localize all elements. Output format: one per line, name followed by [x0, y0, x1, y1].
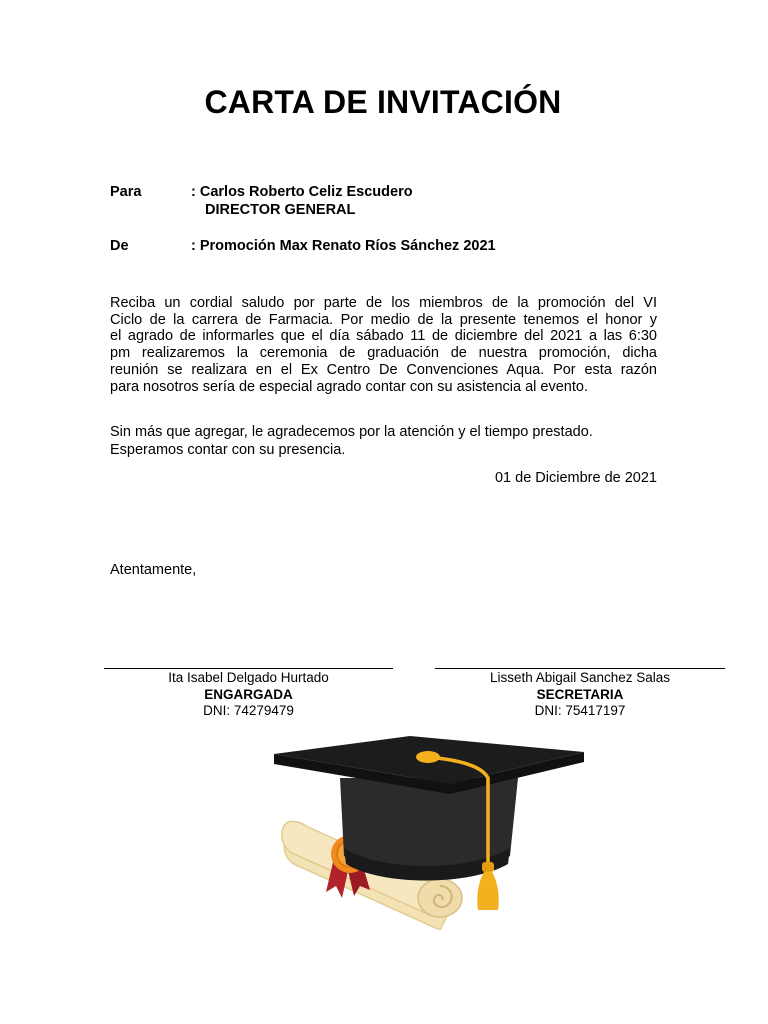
- signature-line-left: [104, 668, 393, 669]
- to-name: : Carlos Roberto Celiz Escudero: [191, 184, 413, 200]
- signer-role: SECRETARIA: [536, 686, 624, 702]
- letter-date: 01 de Diciembre de 2021: [494, 470, 657, 486]
- signer-dni: DNI: 75417197: [534, 703, 626, 718]
- body-line: Reciba un cordial saludo por parte de los miembros de la promoción del VI: [110, 295, 657, 311]
- graduation-cap-and-diploma-icon: [270, 730, 590, 930]
- to-label: Para: [110, 184, 142, 200]
- body-line: Ciclo de la carrera de Farmacia. Por medio de la presente tenemos el honor y: [110, 311, 657, 328]
- signer-role: ENGARGADA: [204, 686, 293, 702]
- document-title: CARTA DE INVITACIÓN: [204, 84, 562, 120]
- signer-name: Lisseth Abigail Sanchez Salas: [489, 670, 671, 685]
- signature-block-right: [435, 670, 725, 720]
- signature-line-right: [435, 668, 725, 669]
- signer-name: Ita Isabel Delgado Hurtado: [168, 670, 329, 685]
- salutation: Atentamente,: [110, 562, 197, 578]
- body-paragraph: [110, 295, 657, 395]
- signer-dni: DNI: 74279479: [203, 703, 294, 718]
- closing-line-2: Esperamos contar con su presencia.: [110, 442, 346, 458]
- signature-block-left: [104, 670, 393, 720]
- from-value: : Promoción Max Renato Ríos Sánchez 2021: [191, 238, 496, 254]
- body-line: pm realizaremos la ceremonia de graduación de nuestra promoción, dicha: [110, 345, 657, 362]
- body-line: para nosotros sería de especial agrado contar con su asistencia al evento.: [110, 378, 588, 395]
- to-role: DIRECTOR GENERAL: [205, 202, 356, 218]
- closing-line-1: Sin más que agregar, le agradecemos por la atención y el tiempo prestado.: [110, 424, 593, 440]
- body-line: el agrado de informarles que el día sábado 11 de diciembre del 2021 a las 6:30: [110, 328, 657, 345]
- from-label: De: [110, 238, 129, 254]
- body-line: reunión se realizara en el Ex Centro De Convenciones Aqua. Por esta razón: [110, 361, 657, 378]
